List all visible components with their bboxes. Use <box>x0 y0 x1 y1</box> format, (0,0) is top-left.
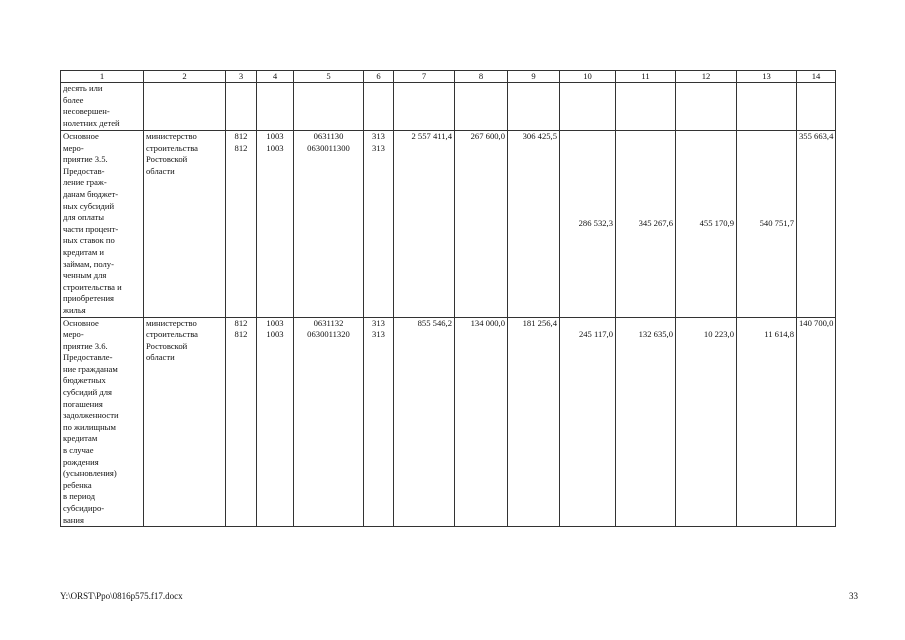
text-line: 313 <box>372 329 385 340</box>
page-number: 33 <box>849 591 858 601</box>
year-value-cell <box>616 317 676 527</box>
text-line: области <box>146 165 175 176</box>
text-line: Основное <box>63 317 99 328</box>
value: 11 614,8 <box>764 329 794 340</box>
measure-name-cell <box>61 317 144 527</box>
cell <box>455 83 508 131</box>
text-line: приобретения <box>63 293 114 304</box>
col-header: 10 <box>560 71 616 83</box>
section-cell <box>257 317 294 527</box>
value: 355 663,4 <box>799 131 834 141</box>
text-line: по жилищным <box>63 421 116 432</box>
text-line: для оплаты <box>63 212 105 223</box>
value: 181 256,4 <box>522 317 557 328</box>
year-value-cell <box>676 131 737 318</box>
target-article-cell <box>294 317 364 527</box>
text-line: Предоставле- <box>63 352 113 363</box>
text-line: в случае <box>63 445 94 456</box>
text-line: министерство <box>146 317 197 328</box>
col-header: 1 <box>61 71 144 83</box>
text-line: задолженности <box>63 410 119 421</box>
col-header: 6 <box>364 71 394 83</box>
value: 306 425,5 <box>522 131 557 141</box>
value: 345 267,6 <box>638 217 673 228</box>
cell <box>616 83 676 131</box>
text-line: области <box>146 352 175 363</box>
text-line: данам бюджет- <box>63 188 119 199</box>
cell <box>676 83 737 131</box>
text-line: части процент- <box>63 223 119 234</box>
cell <box>364 83 394 131</box>
col-header: 11 <box>616 71 676 83</box>
year-value-cell <box>737 317 797 527</box>
text-line: несовершен- <box>63 106 110 117</box>
text-line: нолетних детей <box>63 117 120 128</box>
measure-name-cell <box>61 131 144 318</box>
text-line: 0631132 <box>313 317 344 328</box>
text-line: ние гражданам <box>63 363 118 374</box>
col-header: 14 <box>797 71 836 83</box>
year-value-cell <box>455 131 508 318</box>
text-line: 0630011300 <box>307 142 350 153</box>
cell <box>226 83 257 131</box>
text-line: 1003 <box>266 131 284 141</box>
text-line: жилья <box>63 304 86 315</box>
cell <box>737 83 797 131</box>
text-line: 313 <box>372 142 385 153</box>
budget-table <box>60 70 836 527</box>
year-value-cell <box>797 131 836 318</box>
text-line: 812 <box>234 142 248 153</box>
text-line: строительства <box>146 142 198 153</box>
executor-cell <box>144 131 226 318</box>
text-line: 812 <box>234 329 248 340</box>
value: 540 751,7 <box>759 217 794 228</box>
text-line: ных субсидий <box>63 200 115 211</box>
col-header: 8 <box>455 71 508 83</box>
text-line: кредитам и <box>63 246 105 257</box>
year-value-cell <box>455 317 508 527</box>
value: 245 117,0 <box>578 329 613 340</box>
text-line: 313 <box>372 317 385 328</box>
expense-type-cell <box>364 131 394 318</box>
text-line: министерство <box>146 131 197 141</box>
text-line: Ростовской <box>146 340 188 351</box>
grbs-cell <box>226 317 257 527</box>
value: 134 000,0 <box>470 317 505 328</box>
text-line: меро- <box>63 329 84 340</box>
text-line: более <box>63 94 84 105</box>
value: 286 532,3 <box>578 217 613 228</box>
cell <box>508 83 560 131</box>
text-line: погашения <box>63 398 103 409</box>
table-row <box>61 317 836 527</box>
table-row <box>61 131 836 318</box>
file-path-footer: Y:\ORST\Ppo\0816p575.f17.docx <box>60 591 183 601</box>
text-line: 812 <box>234 131 248 141</box>
value: 10 223,0 <box>703 329 734 340</box>
col-header: 4 <box>257 71 294 83</box>
cell <box>294 83 364 131</box>
text-line: 1003 <box>266 317 284 328</box>
text-line: приятие 3.6. <box>63 340 108 351</box>
value: 140 700,0 <box>799 317 834 328</box>
total-cell <box>394 317 455 527</box>
text-line: ченным для <box>63 270 107 281</box>
total-cell <box>394 131 455 318</box>
text-line: субсидий для <box>63 387 113 398</box>
text-line: займам, полу- <box>63 258 114 269</box>
year-value-cell <box>560 317 616 527</box>
col-header: 3 <box>226 71 257 83</box>
value: 267 600,0 <box>470 131 505 141</box>
text-line: (усыновления) <box>63 468 117 479</box>
target-article-cell <box>294 131 364 318</box>
cell <box>394 83 455 131</box>
grbs-cell <box>226 131 257 318</box>
col-header: 9 <box>508 71 560 83</box>
year-value-cell <box>560 131 616 318</box>
column-number-row <box>61 71 836 83</box>
text-line: ребенка <box>63 479 92 490</box>
col-header: 2 <box>144 71 226 83</box>
section-cell <box>257 131 294 318</box>
value: 455 170,9 <box>699 217 734 228</box>
text-line: строительства <box>146 329 198 340</box>
cell <box>144 83 226 131</box>
col-header: 7 <box>394 71 455 83</box>
text-line: 313 <box>372 131 385 141</box>
text-line: меро- <box>63 142 84 153</box>
text-line: вания <box>63 514 84 525</box>
text-line: строительства и <box>63 281 122 292</box>
value: 2 557 411,4 <box>411 131 452 141</box>
text-line: 812 <box>234 317 248 328</box>
col-header: 12 <box>676 71 737 83</box>
year-value-cell <box>508 131 560 318</box>
text-line: 1003 <box>266 142 284 153</box>
text-line: десять или <box>63 83 103 93</box>
text-line: субсидиро- <box>63 503 105 513</box>
measure-name-cell <box>61 83 144 131</box>
text-line: в период <box>63 491 95 502</box>
text-line: ление граж- <box>63 177 107 188</box>
text-line: Основное <box>63 131 99 141</box>
cell <box>797 83 836 131</box>
table-row <box>61 83 836 131</box>
text-line: 0630011320 <box>307 329 350 340</box>
cell <box>560 83 616 131</box>
text-line: 1003 <box>266 329 284 340</box>
year-value-cell <box>508 317 560 527</box>
expense-type-cell <box>364 317 394 527</box>
year-value-cell <box>797 317 836 527</box>
text-line: кредитам <box>63 433 98 444</box>
year-value-cell <box>676 317 737 527</box>
executor-cell <box>144 317 226 527</box>
year-value-cell <box>737 131 797 318</box>
text-line: рождения <box>63 456 99 467</box>
text-line: ных ставок по <box>63 235 115 246</box>
text-line: Предостав- <box>63 165 105 176</box>
text-line: 0631130 <box>313 131 344 141</box>
cell <box>257 83 294 131</box>
col-header: 5 <box>294 71 364 83</box>
col-header: 13 <box>737 71 797 83</box>
text-line: Ростовской <box>146 154 188 165</box>
year-value-cell <box>616 131 676 318</box>
text-line: бюджетных <box>63 375 106 386</box>
text-line: приятие 3.5. <box>63 154 108 165</box>
value: 855 546,2 <box>417 317 452 328</box>
value: 132 635,0 <box>638 329 673 340</box>
